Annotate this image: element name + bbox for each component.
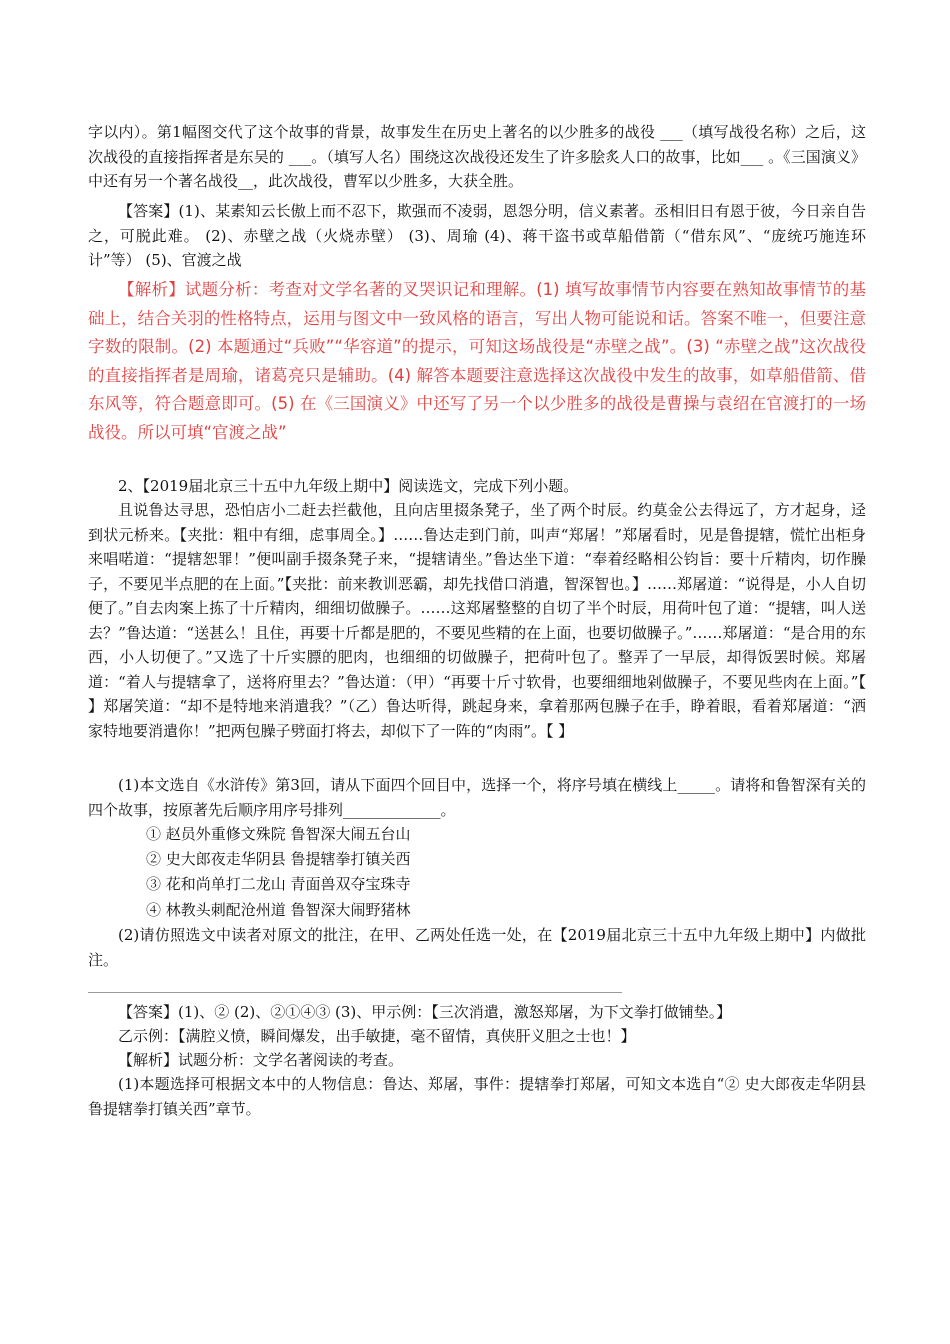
question-2-subquestion-1: (1)本文选自《水浒传》第3回，请从下面四个回目中，选择一个，将序号填在横线上_____。请将和鲁智深有关的四个故事，按原著先后顺序用序号排列_____________。 [88,776,866,819]
question-2-header: 2、【2019届北京三十五中九年级上期中】阅读选文，完成下列小题。 [118,477,579,495]
question-1-analysis: 【解析】试题分析：考查对文学名著的叉哭识记和理解。(1) 填写故事情节内容要在熟知故事情节的基础上，结合关羽的性格特点，运用与图文中一致风格的语言，写出人物可能说和话。答案不唯一，但要注意字数的限制。(2) 本题通过“兵败”“华容道”的提示，可知这场战役是“赤壁之战”。(3) “赤壁之战”这次战役的直接指挥者是周瑜，诸葛亮只是辅助。(4) 解答本题要注意选择这次战役中发生的故事，如草船借箭、借东风等，符合题意即可。(5) 在《三国演义》中还写了另一个以少胜多的战役是曹操与袁绍在官渡打的一场战役。所以可填“官渡之战” [88,280,866,442]
question-2-answer: 【答案】(1)、② (2)、②①④③ (3)、甲示例：【三次消遣，激怒郑屠，为下文拳打做铺垫。】 [118,1003,732,1021]
question-1-answer: 【答案】(1)、某素知云长傲上而不忍下，欺强而不凌弱，恩怨分明，信义素著。丞相旧日有恩于彼，今日亲自告之，可脱此难。 (2)、赤壁之战（火烧赤壁） (3)、周瑜 (4)、蒋干盗书或草船借箭（“借东风”、“庞统巧施连环计”等） (5)、官渡之战 [88,202,866,269]
question-2-answer-example-b: 乙示例：【满腔义愤，瞬间爆发，出手敏捷，毫不留情，真侠肝义胆之士也！】 [118,1027,636,1045]
option-2: ② 史大郎夜走华阴县 鲁提辖拳打镇关西 [146,850,411,868]
section-divider [88,992,622,993]
option-3: ③ 花和尚单打二龙山 青面兽双夺宝珠寺 [146,875,411,893]
option-4: ④ 林教头刺配沧州道 鲁智深大闹野猪林 [146,901,411,919]
question-2-passage: 且说鲁达寻思，恐怕店小二赶去拦截他，且向店里掇条凳子，坐了两个时辰。约莫金公去得远了，方才起身，迳到状元桥来。【夹批：粗中有细，虑事周全。】……鲁达走到门前，叫声“郑屠！”郑屠看时，见是鲁提辖，慌忙出柜身来唱喏道：“提辖恕罪！”便叫副手掇条凳子来，“提辖请坐。”鲁达坐下道：“奉着经略相公钧旨：要十斤精肉，切作臊子，不要见半点肥的在上面。”【夹批：前来教训恶霸，却先找借口消遣，智深智也。】……郑屠道：“说得是，小人自切便了。”自去肉案上拣了十斤精肉，细细切做臊子。……这郑屠整整的自切了半个时辰，用荷叶包了道：“提辖，叫人送去？”鲁达道：“送甚么！且住，再要十斤都是肥的，不要见些精的在上面，也要切做臊子。”……郑屠道：“是合用的东西，小人切便了。”又选了十斤实膘的肥肉，也细细的切做臊子，把荷叶包了。整弄了一早辰，却得饭罢时候。郑屠道：“着人与提辖拿了，送将府里去？”鲁达道：（甲）“再要十斤寸软骨，也要细细地剁做臊子，不要见些肉在上面。”【 】郑屠笑道：“却不是特地来消遣我？”（乙）鲁达听得，跳起身来，拿着那两包臊子在手，睁着眼，看着郑屠道：“洒家特地要消遣你！”把两包臊子劈面打将去，却似下了一阵的“肉雨”。【 】 [88,501,866,740]
question-2-analysis: 【解析】试题分析：文学名著阅读的考查。 [118,1051,404,1069]
question-2-subquestion-2: (2)请仿照选文中读者对原文的批注，在甲、乙两处任选一处，在【2019届北京三十五中九年级上期中】内做批注。 [88,926,866,969]
question-1-tail: 字以内）。第1幅图交代了这个故事的背景，故事发生在历史上著名的以少胜多的战役 ___（填写战役名称）之后，这次战役的直接指挥者是东吴的 ___。（填写人名）围绕这次战役还发生了许多脍炙人口的故事，比如___ 。《三国演义》中还有另一个著名战役__，此次战役，曹军以少胜多，大获全胜。 [88,123,866,190]
question-2-analysis-1: (1)本题选择可根据文本中的人物信息：鲁达、郑屠，事件：提辖拳打郑屠，可知文本选自“② 史大郎夜走华阴县 鲁提辖拳打镇关西”章节。 [88,1075,866,1118]
option-1: ① 赵员外重修文殊院 鲁智深大闹五台山 [146,825,411,843]
